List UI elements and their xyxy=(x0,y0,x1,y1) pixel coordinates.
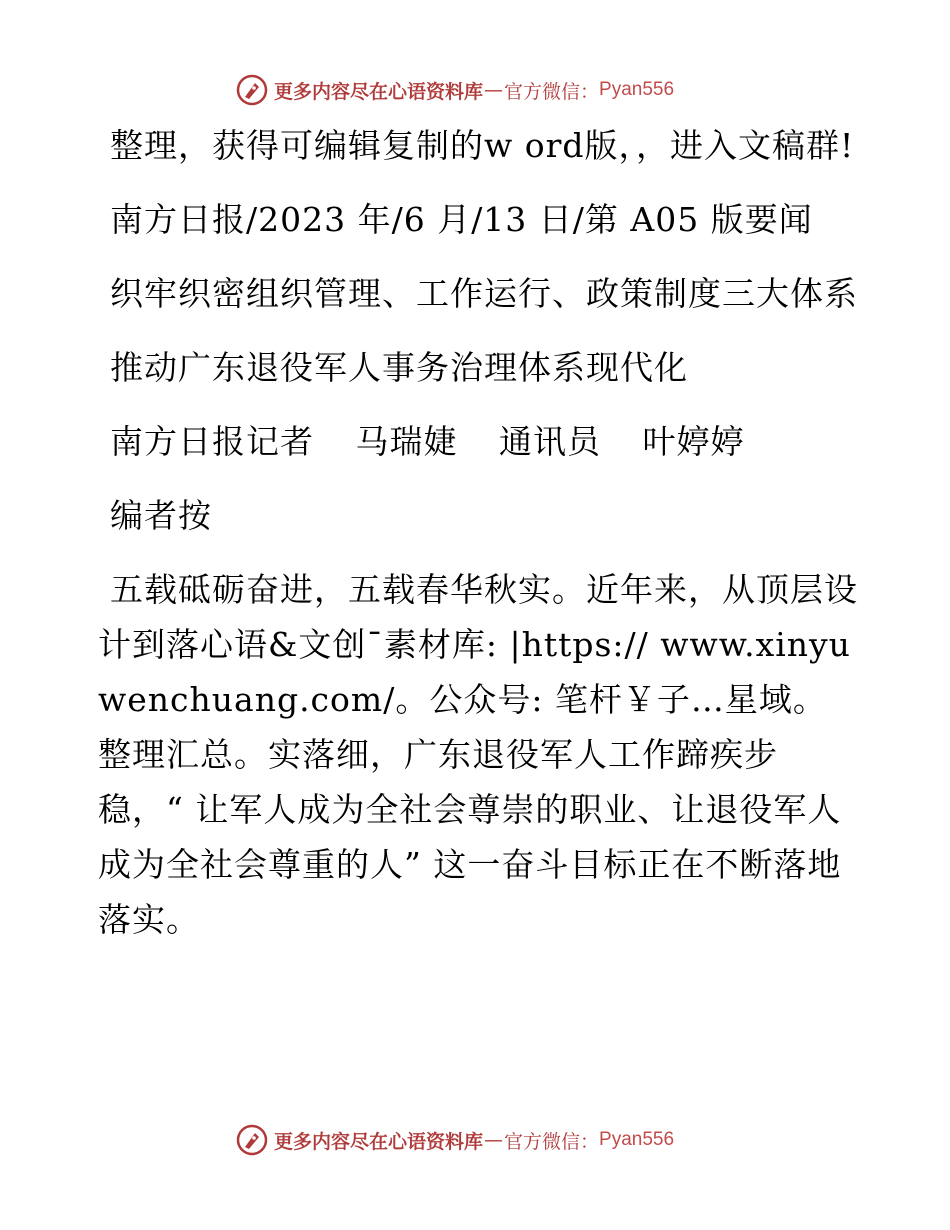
headline: 织牢织密组织管理、工作运行、政策制度三大体系 xyxy=(110,274,858,313)
footer-watermark xyxy=(236,1122,716,1158)
watermark-title: 更多内容尽在心语资料库 xyxy=(274,1130,484,1153)
byline xyxy=(98,414,858,469)
byline-reporter-label: 南方日报记者 xyxy=(110,422,314,461)
editor-note-label: 编者按 xyxy=(110,496,212,535)
byline-correspondent-name: 叶婷婷 xyxy=(642,422,745,461)
watermark-wechat-id: Pyan556 xyxy=(599,1129,675,1150)
document-body xyxy=(98,118,858,966)
watermark-title: 更多内容尽在心语资料库 xyxy=(274,80,484,103)
pen-nib-logo-icon xyxy=(236,74,268,106)
byline-correspondent-label: 通讯员 xyxy=(499,422,601,461)
editor-note-body: 五载砥砺奋进，五载春华秋实。近年来，从顶层设计到落心语&文创¯素材库: |https:// www.xinyuwenchuang.com/。公众号: 笔杆￥子…星域。整理汇总。实落细，广东退役军人工作蹄疾步稳，“ 让军人成为全社会尊崇的职业、让退役军人成为全社会尊重的人” 这一奋斗目标正在不断落地落实。 xyxy=(98,570,858,939)
watermark-wechat-label: 官方微信： xyxy=(504,80,600,103)
source-line: 南方日报/2023 年/6 月/13 日/第 A05 版要闻 xyxy=(110,200,813,239)
watermark-wechat-id: Pyan556 xyxy=(599,79,675,100)
subheadline: 推动广东退役军人事务治理体系现代化 xyxy=(110,348,688,387)
pen-nib-logo-icon xyxy=(236,1124,268,1156)
watermark-wechat-label: 官方微信： xyxy=(504,1130,600,1153)
intro-paragraph: 整理，获得可编辑复制的w ord版，，进入文稿群! xyxy=(110,126,855,165)
watermark-dash: — xyxy=(484,1129,504,1151)
watermark-dash: — xyxy=(484,79,504,101)
header-watermark xyxy=(236,72,716,108)
byline-reporter-name: 马瑞婕 xyxy=(355,422,458,461)
